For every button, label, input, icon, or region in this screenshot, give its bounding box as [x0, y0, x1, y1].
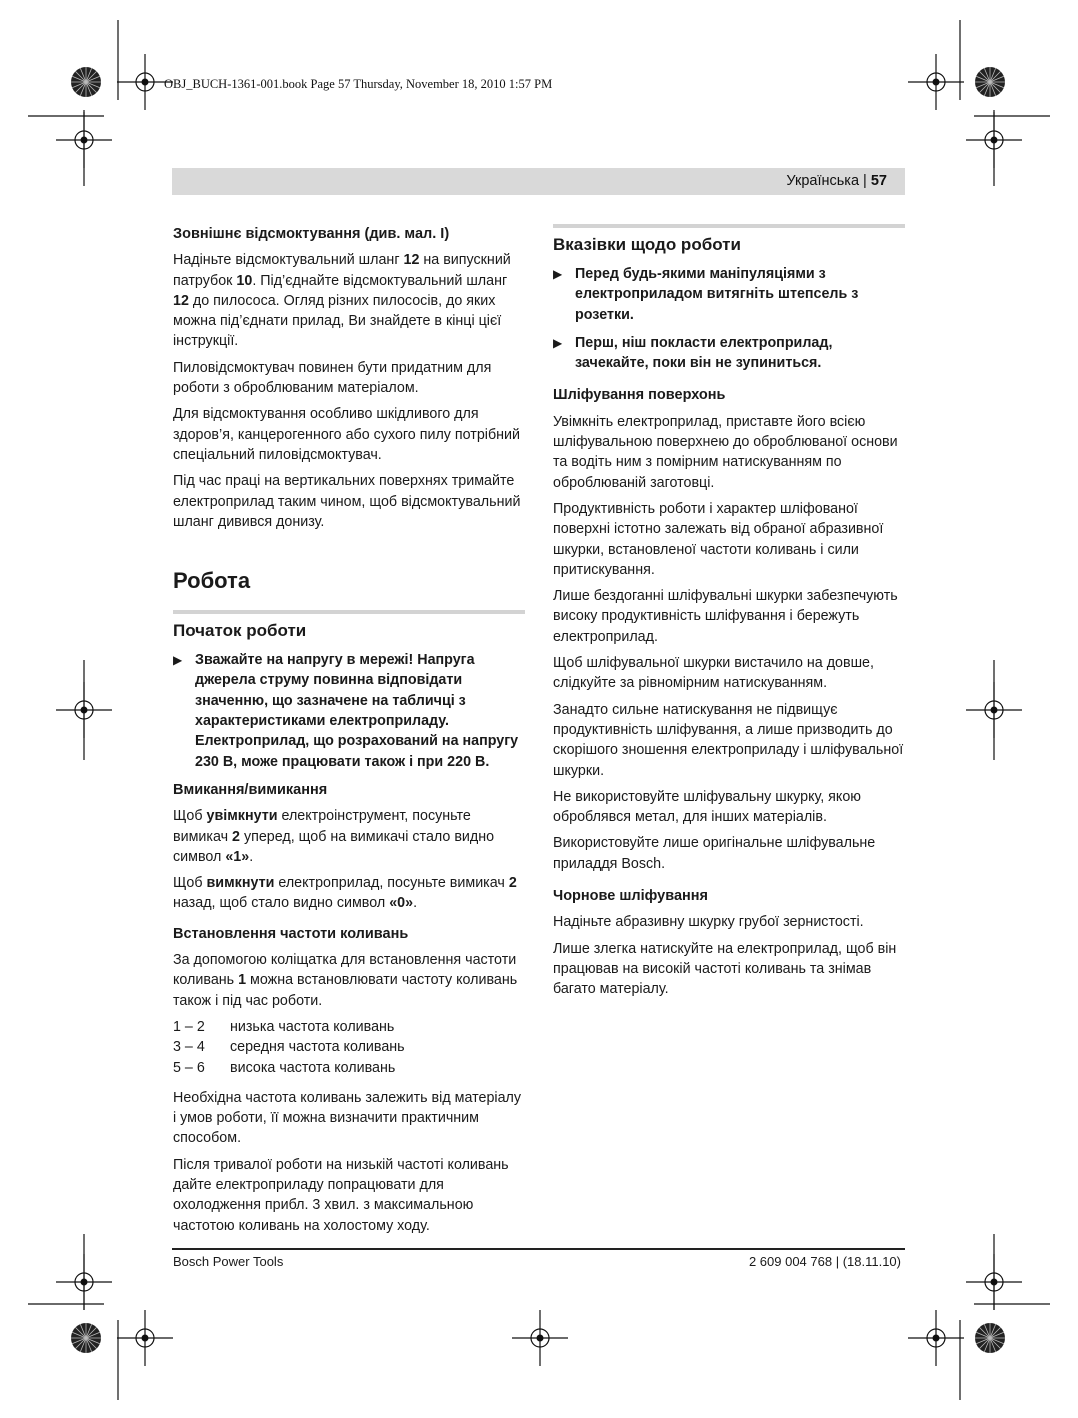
triangle-bullet-icon: ▶	[553, 267, 563, 281]
header-page-number: 57	[870, 173, 887, 189]
right-column	[553, 224, 905, 1006]
list-item: 5 – 6 висока частота коливань	[173, 1059, 396, 1076]
list-item: 1 – 2 низька частота коливань	[173, 1018, 395, 1035]
paragraph: Для відсмоктування особливо шкідливого для здоров’я, канцерогенного або сухого пилу потрібний спеціальний пиловідсмоктувач.	[173, 406, 521, 463]
switch-on-paragraph: Щоб увімкнути електроінструмент, посуньте вимикач 2 уперед, щоб на вимикачі стало видно символ «1».	[173, 808, 495, 865]
paragraph: Надіньте абразивну шкурку грубої зернистості.	[553, 914, 864, 931]
voltage-warning-bullet: ▶ Зважайте на напругу в мережі! Напруга джерела струму повинна відповідати значенню, що зазначене на табличці з характеристиками електроприладу. Електроприлад, що розрахований на напругу 230 В, може працювати також і при 220 В.	[173, 650, 525, 772]
left-column	[173, 224, 525, 1242]
unplug-warning-bullet: ▶ Перед будь-якими маніпуляціями з електроприладом витягніть штепсель з розетки.	[553, 264, 905, 325]
paragraph: Лише бездоганні шліфувальні шкурки забезпечують високу продуктивність шліфування і бережуть електроприлад.	[553, 588, 898, 645]
paragraph: Увімкніть електроприлад, приставте його всією шліфувальною поверхнею до оброблюваної основи та водіть ним з помірним натискуванням по оброблюваній заготовці.	[553, 413, 898, 491]
paragraph: Після тривалої роботи на низькій частоті коливань дайте електроприладу попрацювати для охолодження прибл. 3 хвил. з максимальною частотою коливань на холостому ходу.	[173, 1156, 509, 1234]
page-header	[786, 173, 887, 189]
page-header-bar	[172, 168, 905, 195]
frequency-setting-heading: Встановлення частоти коливань	[173, 925, 409, 942]
footer-doc-number: 2 609 004 768 | (18.11.10)	[748, 1254, 901, 1269]
footer-brand: Bosch Power Tools	[173, 1254, 284, 1269]
paragraph: Використовуйте лише оригінальне шліфувальне приладдя Bosch.	[553, 835, 876, 872]
triangle-bullet-icon: ▶	[173, 653, 183, 668]
triangle-bullet-icon: ▶	[553, 335, 563, 350]
section-title-work: Робота	[173, 568, 251, 594]
wait-stop-warning-bullet: ▶ Перш, ніш покласти електроприлад, зачекайте, поки він не зупиниться.	[553, 333, 905, 374]
frequency-paragraph: За допомогою коліщатка для встановлення частоти коливань 1 можна встановлювати частоту коливань також і під час роботи.	[173, 952, 518, 1009]
paragraph: Продуктивність роботи і характер шліфованої поверхні істотно залежать від обраної абразивної шкурки, встановленої частоти коливань і сили притискування.	[553, 500, 884, 578]
switch-off-paragraph: Щоб вимкнути електроприлад, посуньте вимикач 2 назад, щоб стало видно символ «0».	[173, 875, 517, 912]
frequency-list	[173, 1017, 525, 1078]
paragraph: Занадто сильне натискування не підвищує продуктивність шліфування, а лише призводить до скорішого зношення електроприладу і шліфувальної шкурки.	[553, 701, 904, 779]
rough-sanding-heading: Чорнове шліфування	[553, 888, 708, 905]
paragraph: Пиловідсмоктувач повинен бути придатним для роботи з оброблюваним матеріалом.	[173, 359, 492, 397]
paragraph: Лише злегка натискуйте на електроприлад, щоб він працював на високій частоті коливань та знімав багато матеріалу.	[553, 940, 897, 998]
external-extraction-heading: Зовнішнє відсмоктування (див. мал. I)	[173, 226, 450, 242]
work-tips-heading: Вказівки щодо роботи	[553, 224, 905, 256]
list-item: 3 – 4 середня частота коливань	[173, 1039, 405, 1056]
on-off-heading: Вмикання/вимикання	[173, 781, 328, 798]
footer-rule	[172, 1248, 905, 1250]
start-operation-heading: Початок роботи	[173, 610, 525, 642]
paragraph: Необхідна частота коливань залежить від матеріалу і умов роботи, її можна визначити практичним способом.	[173, 1089, 522, 1147]
paragraph: Не використовуйте шліфувальну шкурку, якою оброблявся метал, для інших матеріалів.	[553, 788, 862, 826]
paragraph: Під час праці на вертикальних поверхнях тримайте електроприлад таким чином, щоб відсмоктувальний шланг дивився донизу.	[173, 473, 521, 530]
external-extraction-paragraph: Надіньте відсмоктувальний шланг 12 на випускний патрубок 10. Під’єднайте відсмоктувальний шланг 12 до пилососа. Огляд різних пилососів, до яких можна під’єднати прилад, Ви знайдете в кінці цієї інструкції.	[173, 252, 511, 350]
surface-sanding-heading: Шліфування поверхонь	[553, 387, 726, 404]
header-language: Українська |	[786, 173, 871, 189]
print-slug-line: OBJ_BUCH-1361-001.book Page 57 Thursday, November 18, 2010 1:57 PM	[164, 77, 553, 91]
paragraph: Щоб шліфувальної шкурки вистачило на довше, слідкуйте за рівномірним натискуванням.	[553, 655, 874, 692]
